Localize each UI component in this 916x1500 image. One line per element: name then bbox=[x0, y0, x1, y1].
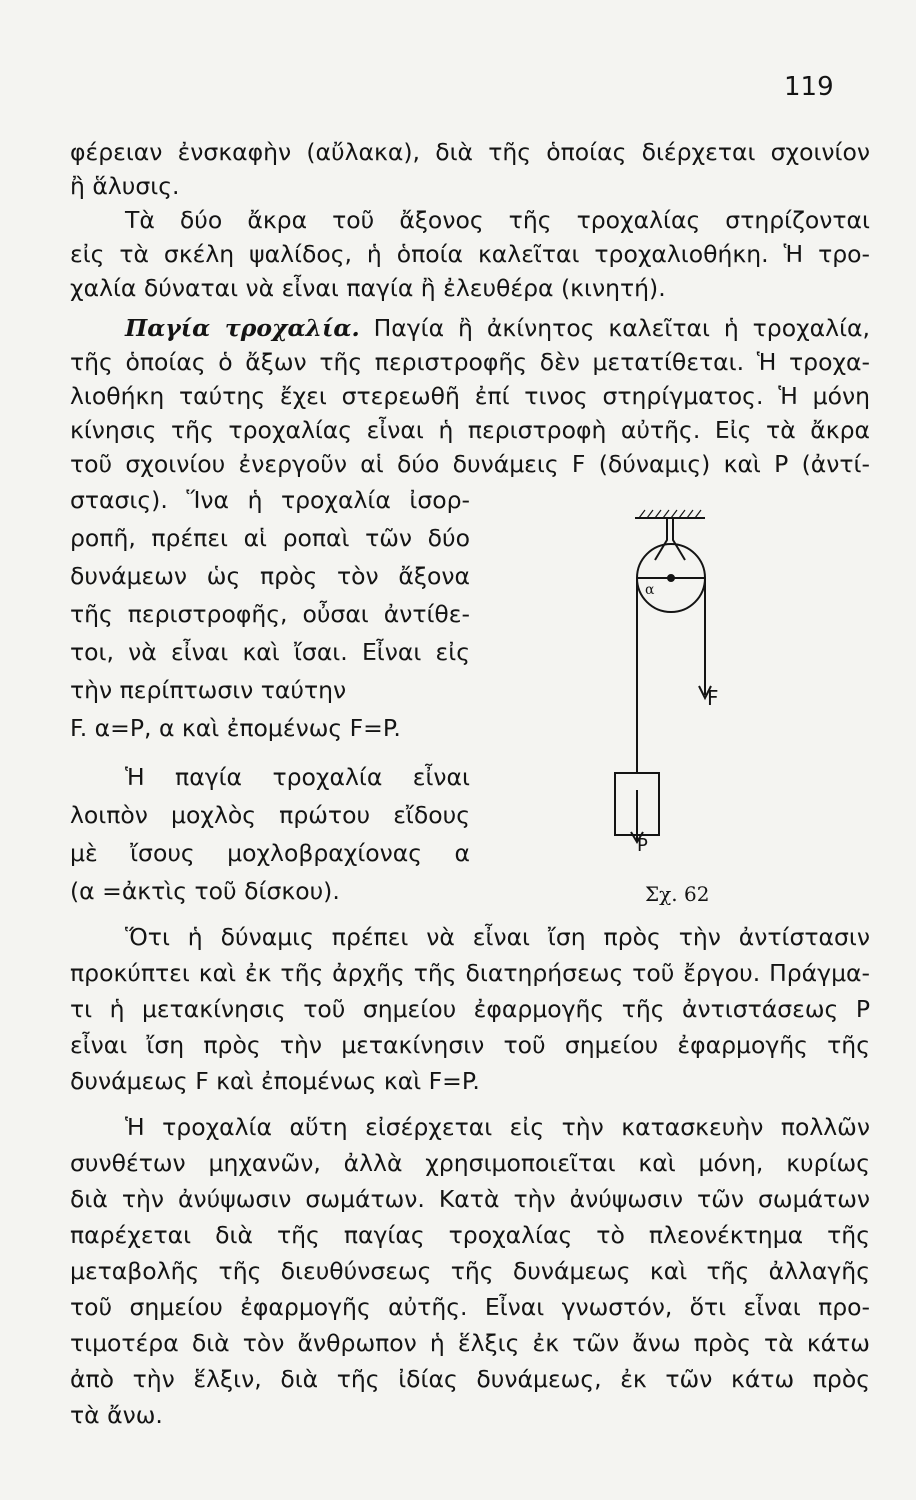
text-line: λιοθήκη ταύτης ἔχει στερεωθῆ ἐπί τινος στηρίγματος. Ἡ μόνη bbox=[70, 382, 870, 410]
text-line: τι ἡ μετακίνησις τοῦ σημείου ἐφαρμογῆς τῆς ἀντιστάσεως P bbox=[70, 995, 870, 1023]
text-line: Τὰ δύο ἄκρα τοῦ ἄξονος τῆς τροχαλίας στηρίζονται bbox=[125, 206, 870, 234]
fixed-pulley-diagram bbox=[575, 490, 725, 880]
text-line: λοιπὸν μοχλὸς πρώτου εἴδους bbox=[70, 801, 470, 829]
text-line: τιμοτέρα διὰ τὸν ἄνθρωπον ἡ ἕλξις ἐκ τῶν ἄνω πρὸς τὰ κάτω bbox=[70, 1329, 870, 1357]
text-line: (α =ἀκτὶς τοῦ δίσκου). bbox=[70, 877, 340, 905]
heading-line-text: Παγία ἢ ἀκίνητος καλεῖται ἡ τροχαλία, bbox=[373, 314, 870, 342]
section-heading-line bbox=[125, 311, 870, 345]
text-line: προκύπτει καὶ ἐκ τῆς ἀρχῆς τῆς διατηρήσεως τοῦ ἔργου. Πράγμα- bbox=[70, 959, 870, 987]
pulley-axle bbox=[668, 575, 674, 581]
text-line: τοι, νὰ εἶναι καὶ ἴσαι. Εἶναι εἰς bbox=[70, 638, 470, 666]
figure-caption: Σχ. 62 bbox=[645, 882, 710, 906]
text-line: μεταβολῆς τῆς διευθύνσεως τῆς δυνάμεως καὶ τῆς ἀλλαγῆς bbox=[70, 1257, 870, 1285]
text-line: δυνάμεων ὡς πρὸς τὸν ἄξονα bbox=[70, 562, 470, 590]
text-line: διὰ τὴν ἀνύψωσιν σωμάτων. Κατὰ τὴν ἀνύψωσιν τῶν σωμάτων bbox=[70, 1185, 870, 1213]
equation-line: F. α=P, α καὶ ἐπομένως F=P. bbox=[70, 714, 401, 742]
text-line: ροπῆ, πρέπει αἱ ροπαὶ τῶν δύο bbox=[70, 524, 470, 552]
text-line: εἶναι ἴση πρὸς τὴν μετακίνησιν τοῦ σημείου ἐφαρμογῆς τῆς bbox=[70, 1031, 870, 1059]
text-line: τοῦ σχοινίου ἐνεργοῦν αἱ δύο δυνάμεις F (δύναμις) καὶ P (ἀντί- bbox=[70, 450, 870, 478]
text-line: Ἡ τροχαλία αὕτη εἰσέρχεται εἰς τὴν κατασκευὴν πολλῶν bbox=[125, 1113, 870, 1141]
text-line: ἢ ἅλυσις. bbox=[70, 172, 180, 200]
text-line: Ἡ παγία τροχαλία εἶναι bbox=[125, 763, 470, 791]
pulley-figure bbox=[575, 490, 725, 920]
text-line: εἰς τὰ σκέλη ψαλίδος, ἡ ὁποία καλεῖται τροχαλιοθήκη. Ἡ τρο- bbox=[70, 240, 870, 268]
text-line: τῆς ὁποίας ὁ ἄξων τῆς περιστροφῆς δὲν μετατίθεται. Ἡ τροχα- bbox=[70, 348, 870, 376]
text-line: στασις). Ἵνα ἡ τροχαλία ἰσορ- bbox=[70, 486, 470, 514]
text-line: συνθέτων μηχανῶν, ἀλλὰ χρησιμοποιεῖται καὶ μόνη, κυρίως bbox=[70, 1149, 870, 1177]
pulley-block-bracket bbox=[655, 518, 685, 560]
text-line: ἀπὸ τὴν ἕλξιν, διὰ τῆς ἰδίας δυνάμεως, ἐκ τῶν κάτω πρὸς bbox=[70, 1365, 870, 1393]
text-line: δυνάμεως F καὶ ἐπομένως καὶ F=P. bbox=[70, 1067, 480, 1095]
text-line: παρέχεται διὰ τῆς παγίας τροχαλίας τὸ πλεονέκτημα τῆς bbox=[70, 1221, 870, 1249]
text-line: Ὅτι ἡ δύναμις πρέπει νὰ εἶναι ἴση πρὸς τὴν ἀντίστασιν bbox=[125, 923, 870, 951]
text-line: τοῦ σημείου ἐφαρμογῆς αὐτῆς. Εἶναι γνωστόν, ὅτι εἶναι προ- bbox=[70, 1293, 870, 1321]
text-line: τὰ ἄνω. bbox=[70, 1401, 163, 1429]
text-line: μὲ ἴσους μοχλοβραχίονας α bbox=[70, 839, 470, 867]
text-line: χαλία δύναται νὰ εἶναι παγία ἢ ἐλευθέρα (κινητή). bbox=[70, 274, 666, 302]
text-line: τὴν περίπτωσιν ταύτην bbox=[70, 676, 347, 704]
force-label: F bbox=[707, 686, 719, 710]
text-line: κίνησις τῆς τροχαλίας εἶναι ἡ περιστροφὴ αὐτῆς. Εἰς τὰ ἄκρα bbox=[70, 416, 870, 444]
resistance-label: P bbox=[637, 835, 648, 856]
text-line: τῆς περιστροφῆς, οὖσαι ἀντίθε- bbox=[70, 600, 470, 628]
page-number: 119 bbox=[784, 72, 834, 102]
ceiling-hatching bbox=[639, 510, 701, 518]
section-heading: Παγία τροχαλία. bbox=[125, 314, 360, 342]
text-line: φέρειαν ἐνσκαφὴν (αὔλακα), διὰ τῆς ὁποίας διέρχεται σχοινίον bbox=[70, 138, 870, 166]
radius-label: α bbox=[645, 582, 655, 598]
